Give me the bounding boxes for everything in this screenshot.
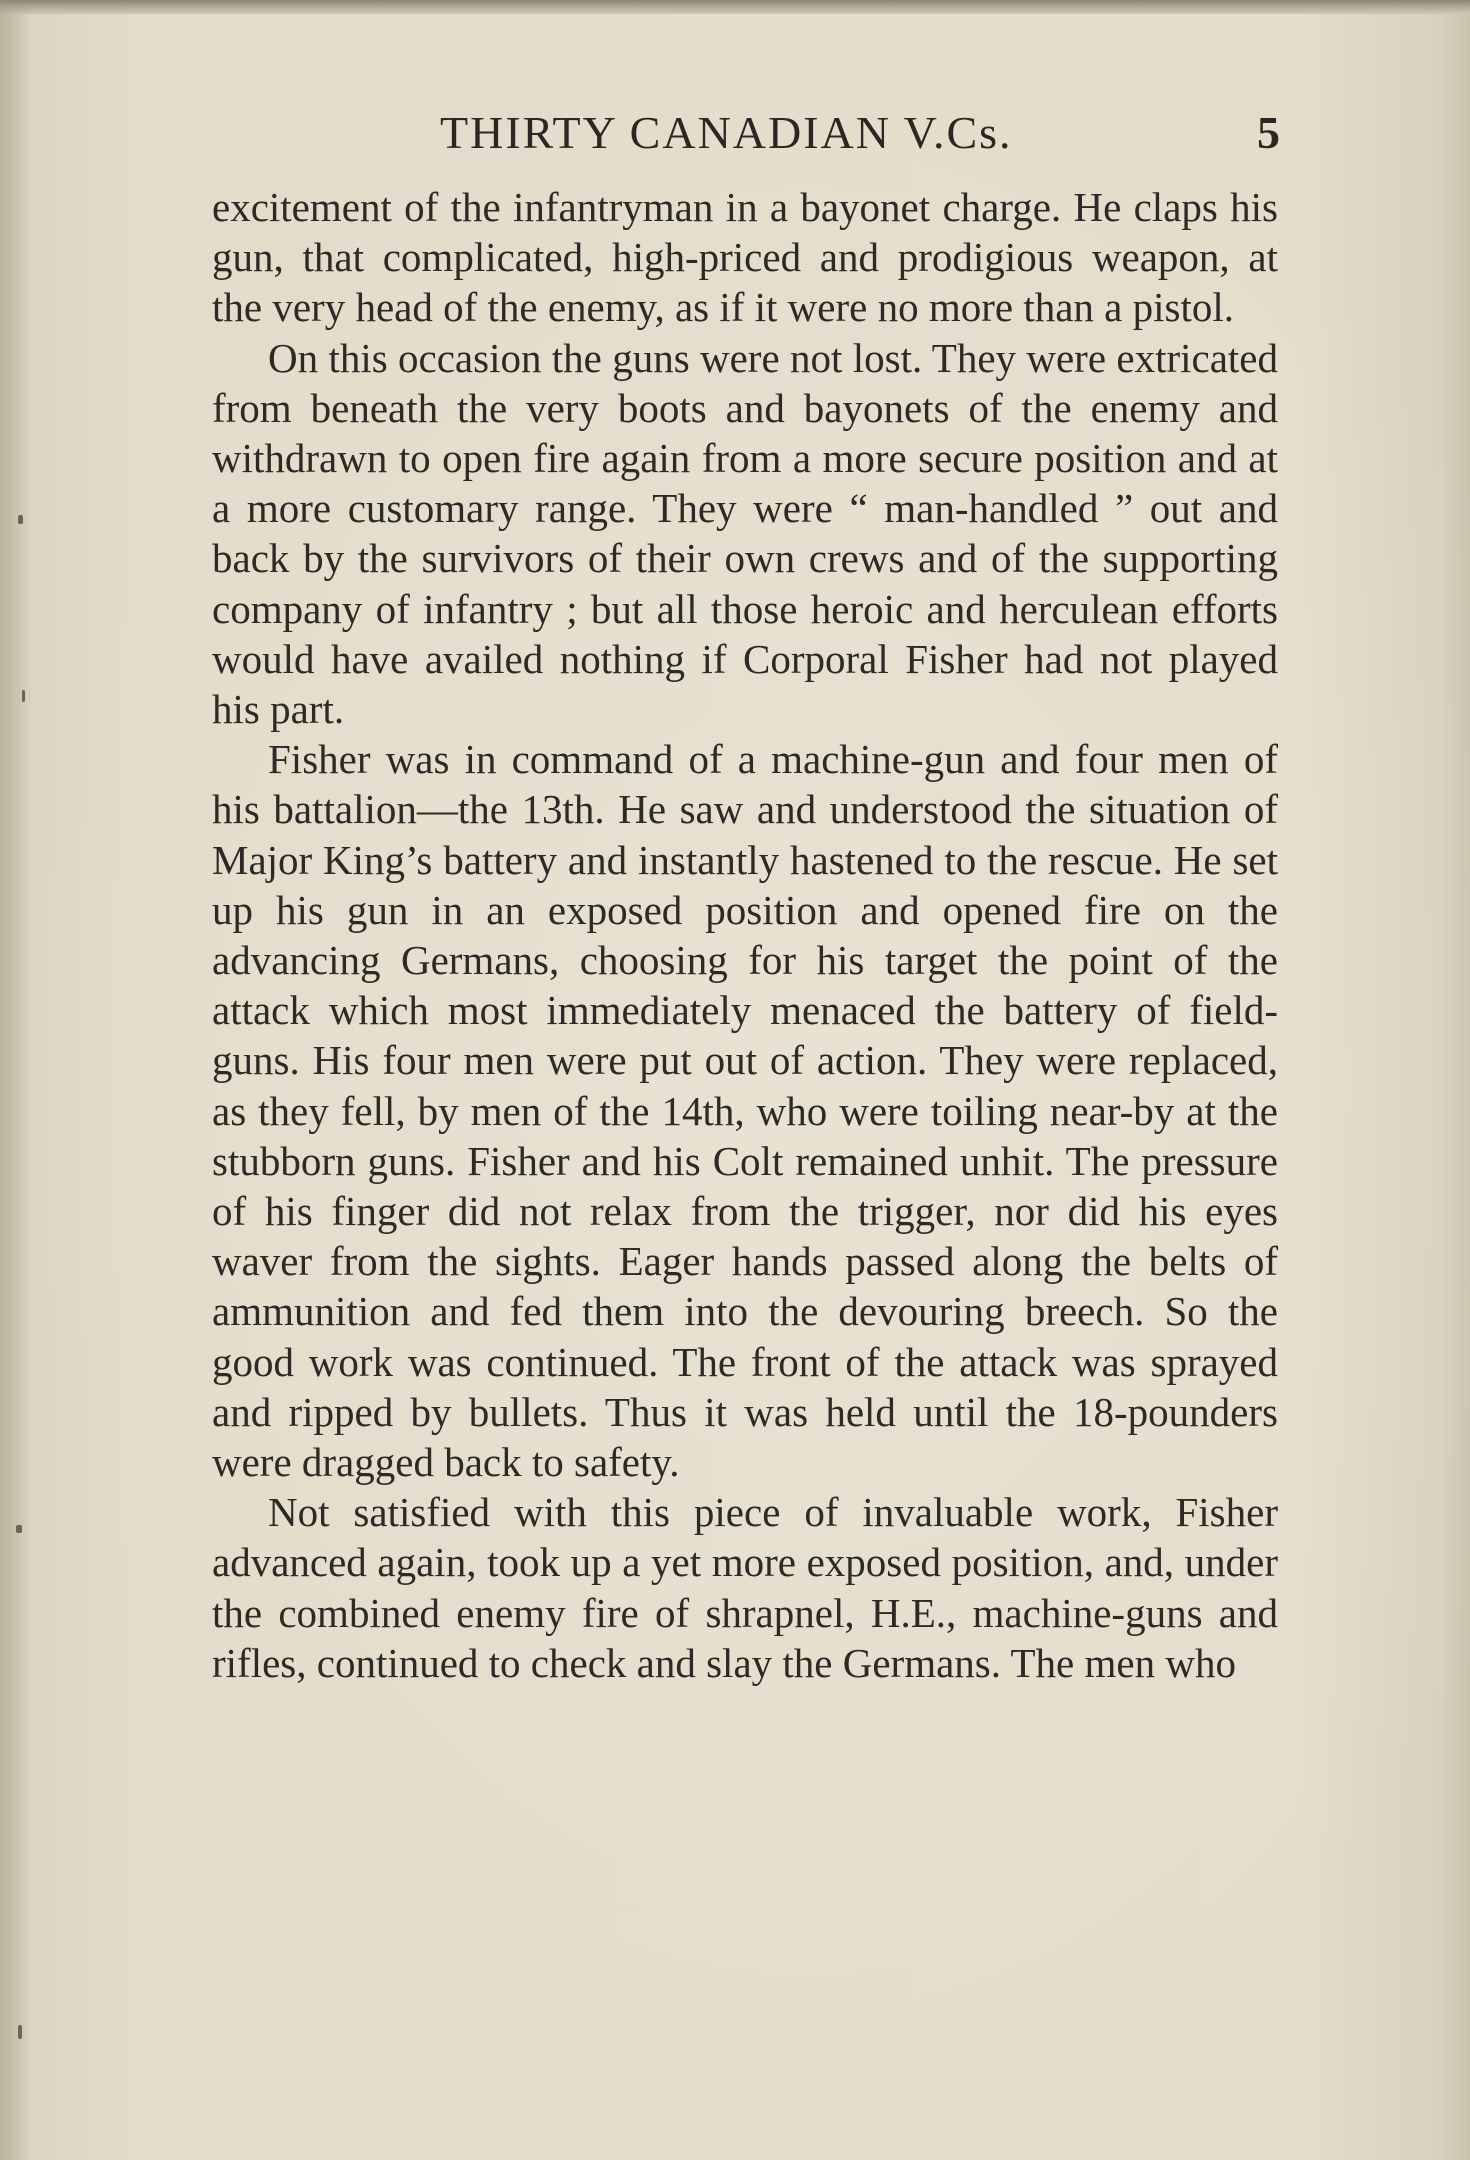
paragraph: excitement of the infantryman in a bayonet charge. He claps his gun, that complicated, high-priced and prodigious weapon, at the very head of the enemy, as if it were no more than a pistol. (212, 184, 1278, 331)
running-head-title: THIRTY CANADIAN V.Cs. (440, 107, 1013, 158)
paper-speck (16, 1525, 22, 1533)
body-text (212, 182, 1278, 1688)
page-number: 5 (1257, 107, 1280, 158)
paragraph: Fisher was in command of a machine-gun and four men of his battalion—the 13th. He saw and understood the situation of Major King’s battery and instantly hastened to the rescue. He set up his gun in an exposed position and opened fire on the advancing Germans, choosing for his target the point of the attack which most immediately menaced the battery of field-guns. His four men were put out of action. They were replaced, as they fell, by men of the 14th, who were toiling near-by at the stubborn guns. Fisher and his Colt remained unhit. The pressure of his finger did not relax from the trigger, nor did his eyes waver from the sights. Eager hands passed along the belts of ammunition and fed them into the devouring breech. So the good work was continued. The front of the attack was sprayed and ripped by bullets. Thus it was held until the 18-pounders were dragged back to safety. (212, 736, 1278, 1486)
running-head (220, 106, 1280, 166)
paper-speck (22, 690, 25, 702)
paragraph: On this occasion the guns were not lost. They were extricated from beneath the very boots and bayonets of the enemy and withdrawn to open fire again from a more secure position and at a more customary range. They were “ man-handled ” out and back by the survivors of their own crews and of the supporting company of infantry ; but all those heroic and herculean efforts would have availed nothing if Corporal Fisher had not played his part. (212, 334, 1278, 733)
paper-speck (18, 515, 23, 524)
paragraph: Not satisfied with this piece of invaluable work, Fisher advanced again, took up a yet more exposed position, and, under the combined enemy fire of shrapnel, H.E., machine-guns and rifles, continued to check and slay the Germans. The men who (212, 1489, 1278, 1686)
gutter-shadow (0, 0, 34, 2160)
paper-speck (18, 2025, 22, 2039)
page-top-edge (0, 0, 1470, 14)
